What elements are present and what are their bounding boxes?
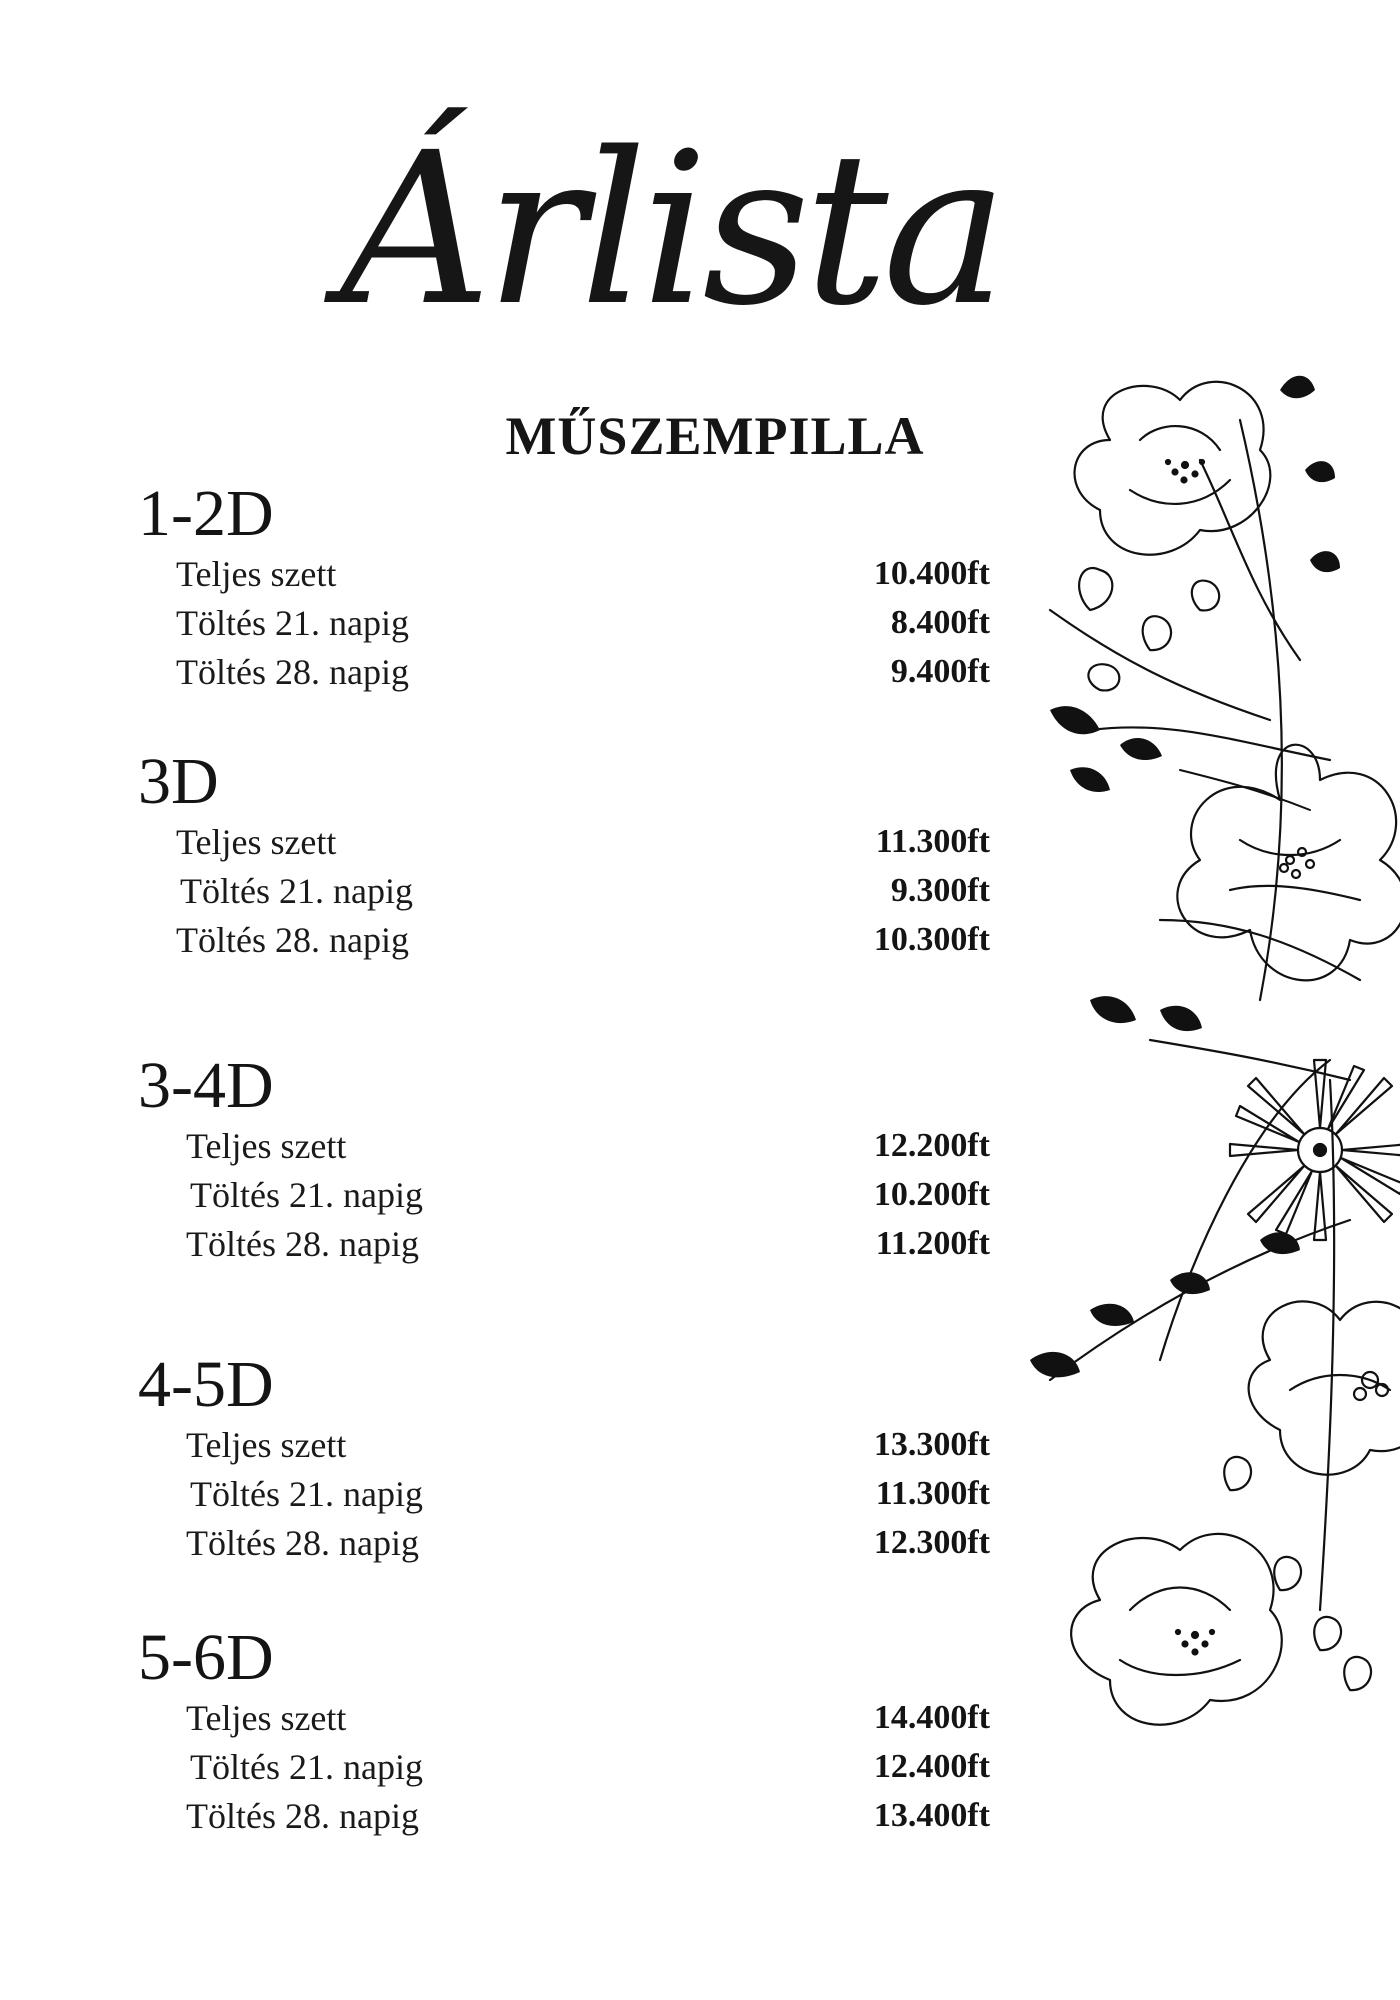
section-heading: 1-2D <box>138 477 274 550</box>
price-row <box>0 1743 1000 1791</box>
section-heading: 4-5D <box>138 1348 274 1421</box>
price-row <box>0 1171 1000 1219</box>
service-price: 12.300ft <box>873 1524 990 1561</box>
service-price: 8.400ft <box>890 604 990 641</box>
price-row <box>0 1519 1000 1567</box>
category-title: MŰSZEMPILLA <box>505 406 925 466</box>
floral-line-art-icon <box>1030 360 1400 1730</box>
service-label: Teljes szett <box>176 554 337 594</box>
service-price: 9.300ft <box>890 872 990 909</box>
page-title: Árlista <box>340 107 1002 352</box>
service-price: 12.200ft <box>873 1127 990 1164</box>
section-heading: 3D <box>138 745 219 818</box>
section-heading: 3-4D <box>138 1049 274 1122</box>
price-row <box>0 1122 1000 1170</box>
service-label: Töltés 28. napig <box>186 1224 419 1264</box>
service-label: Töltés 21. napig <box>176 603 409 643</box>
service-label: Töltés 21. napig <box>190 1175 423 1215</box>
price-row <box>0 1421 1000 1469</box>
service-label: Teljes szett <box>176 822 337 862</box>
service-price: 10.200ft <box>873 1176 990 1213</box>
service-label: Teljes szett <box>186 1698 347 1738</box>
price-row <box>0 1694 1000 1742</box>
price-row <box>0 550 1000 598</box>
price-row <box>0 818 1000 866</box>
service-price: 11.300ft <box>875 823 990 860</box>
service-label: Töltés 28. napig <box>176 920 409 960</box>
service-price: 11.300ft <box>875 1475 990 1512</box>
price-row <box>0 1220 1000 1268</box>
price-row <box>0 916 1000 964</box>
service-price: 13.300ft <box>873 1426 990 1463</box>
service-label: Töltés 21. napig <box>180 871 413 911</box>
service-label: Töltés 21. napig <box>190 1474 423 1514</box>
service-price: 12.400ft <box>873 1748 990 1785</box>
service-price: 9.400ft <box>890 653 990 690</box>
price-row <box>0 1792 1000 1840</box>
service-price: 10.400ft <box>873 555 990 592</box>
section-heading: 5-6D <box>138 1621 274 1694</box>
service-label: Teljes szett <box>186 1126 347 1166</box>
service-label: Töltés 21. napig <box>190 1747 423 1787</box>
price-row <box>0 867 1000 915</box>
service-label: Töltés 28. napig <box>176 652 409 692</box>
service-label: Teljes szett <box>186 1425 347 1465</box>
service-label: Töltés 28. napig <box>186 1796 419 1836</box>
service-price: 10.300ft <box>873 921 990 958</box>
service-label: Töltés 28. napig <box>186 1523 419 1563</box>
service-price: 11.200ft <box>875 1225 990 1262</box>
service-price: 13.400ft <box>873 1797 990 1834</box>
price-row <box>0 648 1000 696</box>
price-row <box>0 599 1000 647</box>
price-row <box>0 1470 1000 1518</box>
service-price: 14.400ft <box>873 1699 990 1736</box>
